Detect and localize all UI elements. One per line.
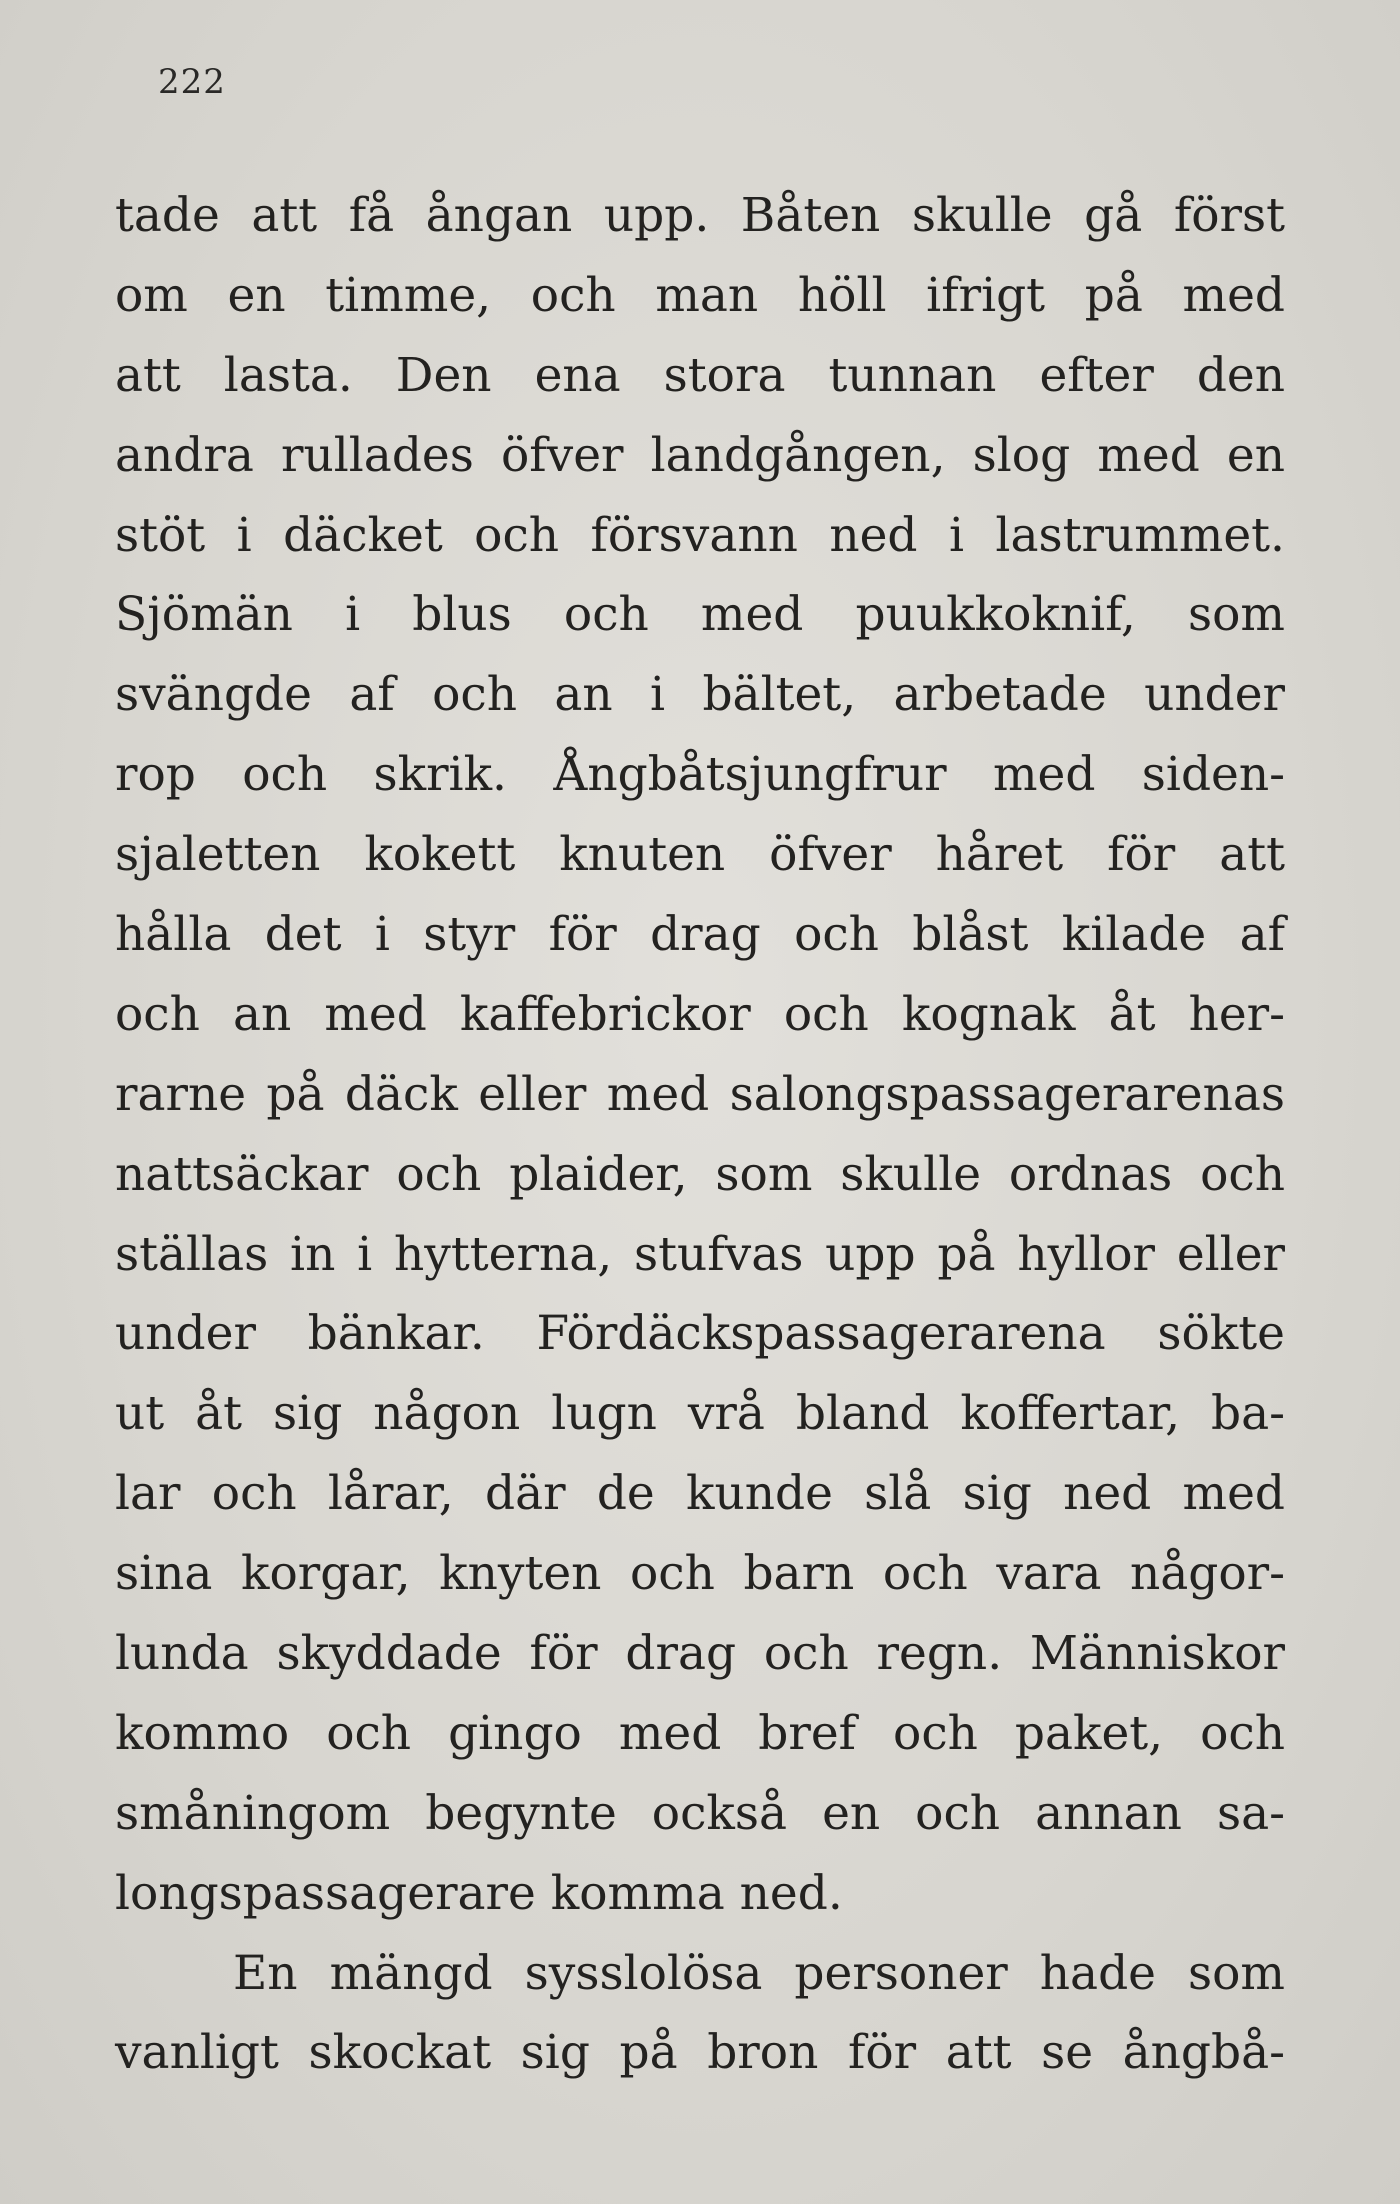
text-line: longspassagerare komma ned. [115, 1865, 843, 1921]
text-line: hålla det i styr för drag och blåst kilade af [115, 907, 1285, 963]
text-line: rop och skrik. Ångbåtsjungfrur med siden- [115, 747, 1285, 803]
text-line: under bänkar. Fördäckspassagerarena sökte [115, 1306, 1285, 1362]
text-line: sina korgar, knyten och barn och vara någor- [115, 1546, 1285, 1602]
text-line: lunda skyddade för drag och regn. Människor [115, 1626, 1285, 1682]
text-line: stöt i däcket och försvann ned i lastrummet. [115, 507, 1285, 563]
text-line: ställas in i hytterna, stufvas upp på hyllor eller [115, 1226, 1285, 1282]
text-line: andra rullades öfver landgången, slog med en [115, 427, 1285, 483]
text-line: tade att få ångan upp. Båten skulle gå först [115, 188, 1285, 243]
page-number: 222 [158, 62, 226, 102]
text-line: rarne på däck eller med salongspassagerarenas [115, 1066, 1285, 1122]
text-line: och an med kaffebrickor och kognak åt her- [115, 986, 1285, 1042]
text-line: sjaletten kokett knuten öfver håret för att [115, 827, 1285, 883]
text-line: nattsäckar och plaider, som skulle ordnas och [115, 1146, 1285, 1202]
text-line: Sjömän i blus och med puukkoknif, som [115, 587, 1285, 643]
text-line: om en timme, och man höll ifrigt på med [115, 267, 1285, 323]
text-line: att lasta. Den ena stora tunnan efter den [115, 347, 1285, 403]
text-line: kommo och gingo med bref och paket, och [115, 1705, 1285, 1761]
text-line: ut åt sig någon lugn vrå bland koffertar, ba- [115, 1386, 1285, 1442]
body-text [115, 176, 1285, 2093]
text-line: småningom begynte också en och annan sa- [115, 1785, 1285, 1841]
text-line: svängde af och an i bältet, arbetade under [115, 667, 1285, 723]
text-line: lar och lårar, där de kunde slå sig ned med [115, 1466, 1285, 1522]
paragraph-first-line: En mängd sysslolösa personer hade som [233, 1945, 1285, 2001]
text-line: vanligt skockat sig på bron för att se ångbå- [115, 2025, 1285, 2081]
